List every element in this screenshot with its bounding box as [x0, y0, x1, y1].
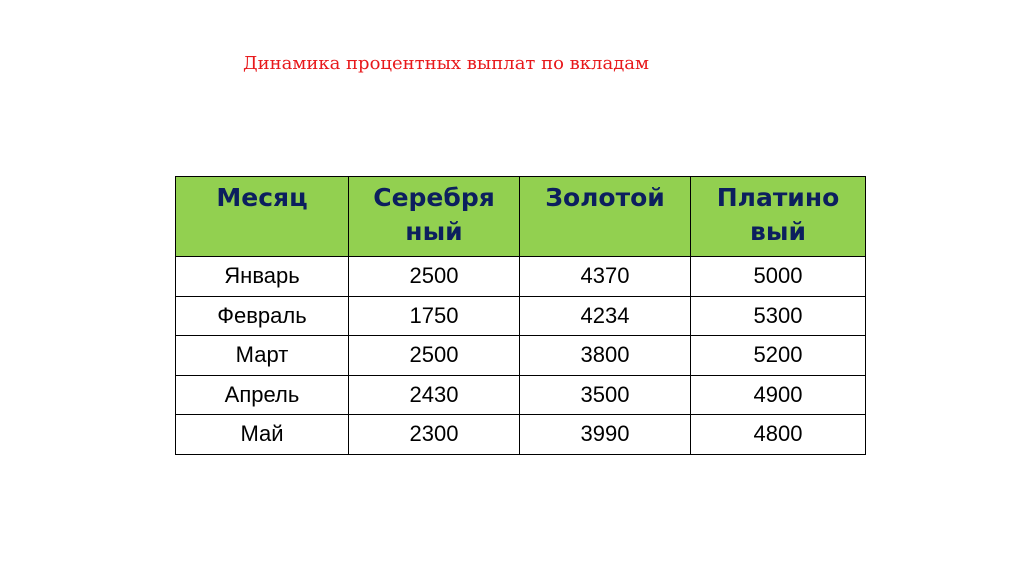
- cell-month: Январь: [176, 257, 349, 297]
- header-platinum: Платино вый: [691, 177, 866, 257]
- header-silver: Серебря ный: [349, 177, 520, 257]
- cell-month: Март: [176, 336, 349, 376]
- header-month: Месяц: [176, 177, 349, 257]
- cell-silver: 2300: [349, 415, 520, 455]
- cell-silver: 2430: [349, 375, 520, 415]
- table-row: [176, 415, 866, 455]
- cell-platinum: 5000: [691, 257, 866, 297]
- cell-gold: 3800: [520, 336, 691, 376]
- header-gold: Золотой: [520, 177, 691, 257]
- cell-month: Апрель: [176, 375, 349, 415]
- table-header-row: [176, 177, 866, 257]
- cell-platinum: 4900: [691, 375, 866, 415]
- table-row: [176, 336, 866, 376]
- cell-gold: 3990: [520, 415, 691, 455]
- cell-gold: 4370: [520, 257, 691, 297]
- cell-silver: 1750: [349, 296, 520, 336]
- cell-platinum: 4800: [691, 415, 866, 455]
- cell-month: Февраль: [176, 296, 349, 336]
- cell-gold: 3500: [520, 375, 691, 415]
- cell-silver: 2500: [349, 336, 520, 376]
- table-row: [176, 296, 866, 336]
- cell-platinum: 5200: [691, 336, 866, 376]
- cell-silver: 2500: [349, 257, 520, 297]
- cell-gold: 4234: [520, 296, 691, 336]
- cell-month: Май: [176, 415, 349, 455]
- page-title: Динамика процентных выплат по вкладам: [243, 53, 650, 74]
- table-row: [176, 257, 866, 297]
- interest-payments-table: [175, 176, 866, 455]
- cell-platinum: 5300: [691, 296, 866, 336]
- table-row: [176, 375, 866, 415]
